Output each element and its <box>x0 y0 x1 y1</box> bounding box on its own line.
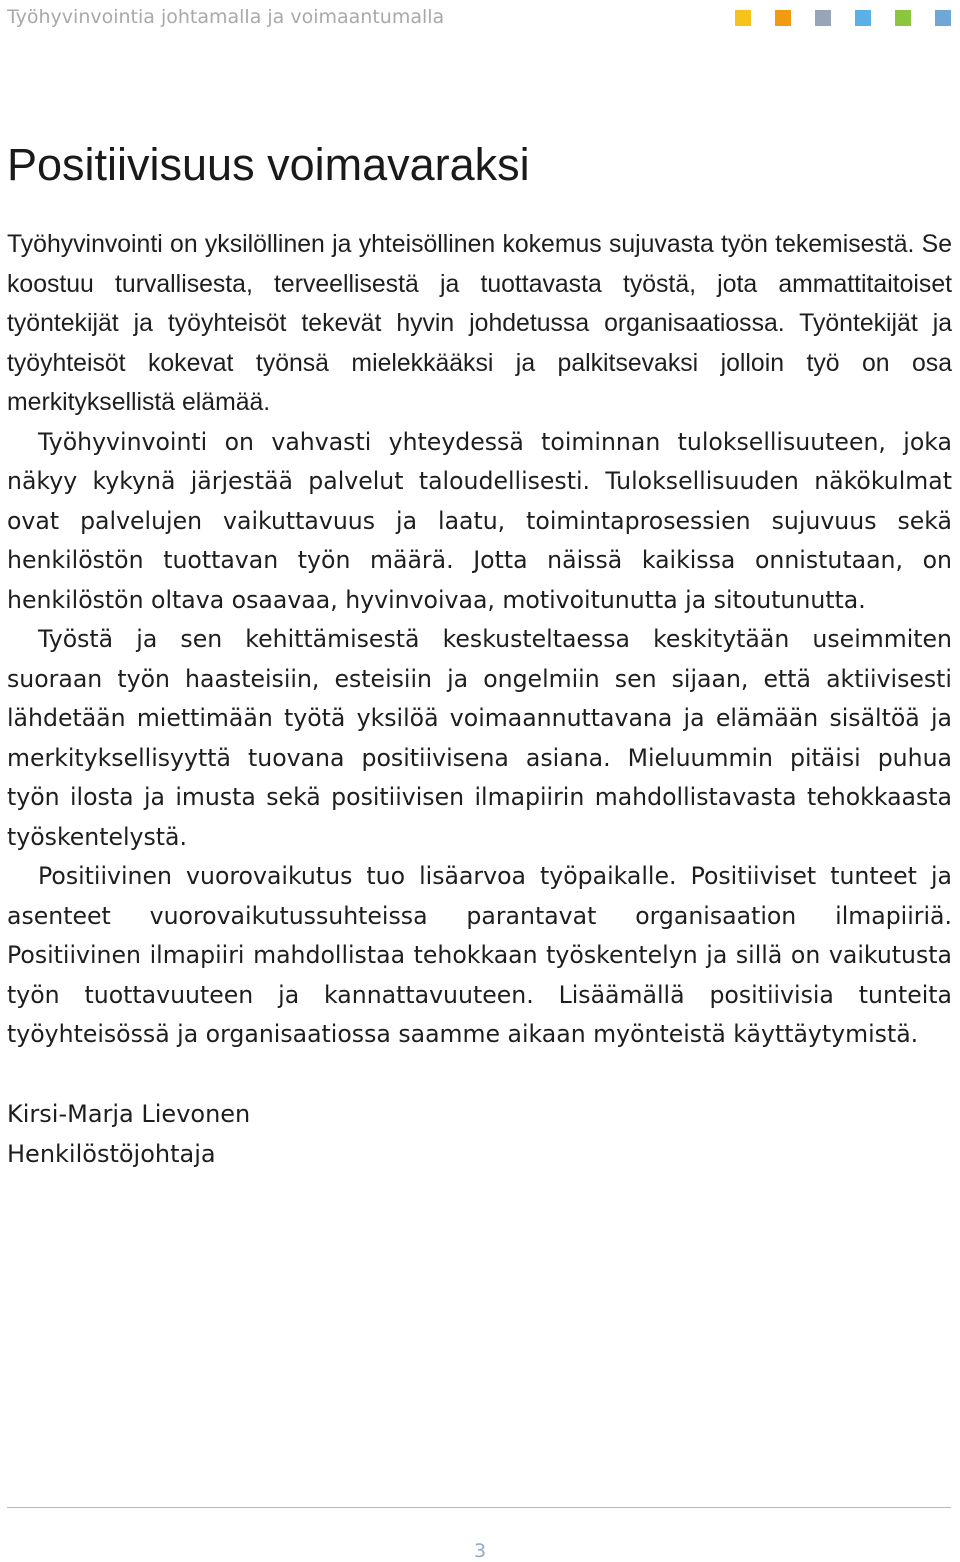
running-header: Työhyvinvointia johtamalla ja voimaantumalla <box>7 6 445 28</box>
signature-role: Henkilöstöjohtaja <box>7 1139 216 1168</box>
color-square-light-blue <box>855 10 871 26</box>
paragraph-productivity: Työhyvinvointi on vahvasti yhteydessä toiminnan tuloksellisuuteen, joka näkyy kykynä järjestää palvelut taloudellisesti. Tuloksellisuuden näkökulmat ovat palvelujen vaikuttavuus ja laatu, toimintaprosessien sujuvuus sekä henkilöstön tuottavan työn määrä. Jotta näissä kaikissa onnistutaan, on henkilöstön oltava osaavaa, hyvinvoivaa, motivoitunutta ja sitoutunutta. <box>7 427 952 614</box>
paragraph-interaction: Positiivinen vuorovaikutus tuo lisäarvoa työpaikalle. Positiiviset tunteet ja asenteet vuorovaikutussuhteissa parantavat organisaation ilmapiiriä. Positiivinen ilmapiiri mahdollistaa tehokkaan työskentelyn ja sillä on vaikutusta työn tuottavuuteen ja kannattavuuteen. Lisäämällä positiivisia tunteita työyhteisössä ja organisaatiossa saamme aikaan myönteistä käyttäytymistä. <box>7 862 952 1048</box>
color-square-yellow <box>735 10 751 26</box>
page-title: Positiivisuus voimavaraksi <box>7 139 530 190</box>
color-square-blue <box>935 10 951 26</box>
signature-block <box>7 1095 250 1174</box>
page-number: 3 <box>473 1540 487 1562</box>
signature-name: Kirsi-Marja Lievonen <box>7 1100 251 1128</box>
article-body <box>7 225 952 1055</box>
paragraph-intro: Työhyvinvointi on yksilöllinen ja yhteisöllinen kokemus sujuvasta työn tekemisestä. Se koostuu turvallisesta, terveellisestä ja tuottavasta työstä, jota ammattitaitoiset työntekijät ja työyhteisöt tekevät hyvin johdetussa organisaatiossa. Työntekijät ja työyhteisöt kokevat työnsä mielekkääksi ja palkitsevaksi jolloin työ on osa merkityksellistä elämää. <box>7 231 952 416</box>
color-square-green <box>895 10 911 26</box>
color-square-gray <box>815 10 831 26</box>
color-square-orange <box>775 10 791 26</box>
paragraph-development: Työstä ja sen kehittämisestä keskusteltaessa keskitytään useimmiten suoraan työn haasteisiin, esteisiin ja ongelmiin sen sijaan, että aktiivisesti lähdetään miettimään työtä yksilöä voimaannuttavana ja elämään sisältöä ja merkityksellisyyttä tuovana positiivisena asiana. Mieluummin pitäisi puhua työn ilosta ja imusta sekä positiivisen ilmapiirin mahdollistavasta tehokkaasta työskentelystä. <box>7 625 952 851</box>
decorative-color-squares <box>735 10 951 26</box>
footer-divider <box>7 1507 951 1508</box>
